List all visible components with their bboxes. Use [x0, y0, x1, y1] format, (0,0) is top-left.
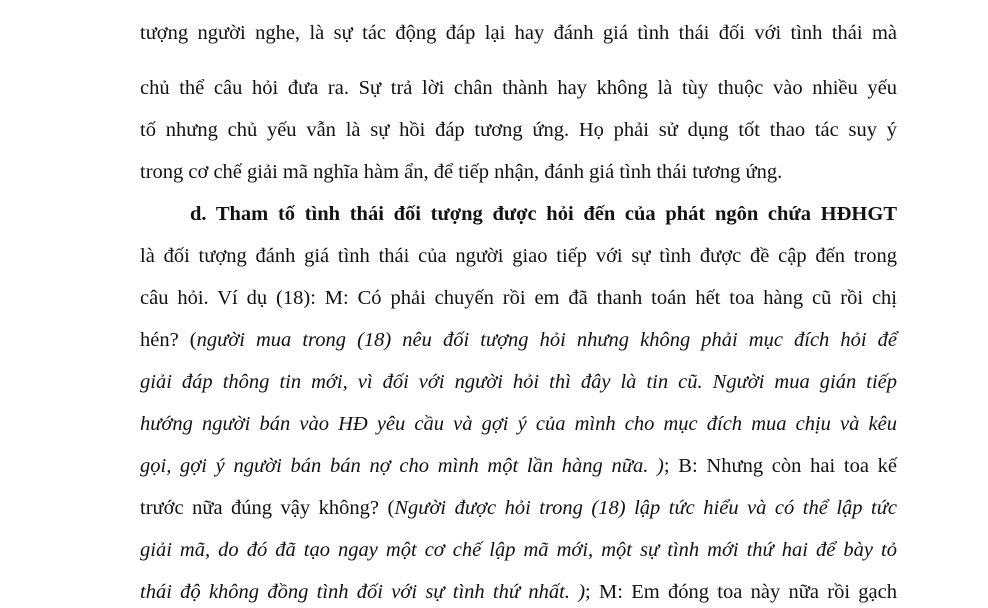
- text-segment: tượng người nghe, là sự tác động đáp lại hay đánh giá tình thái đối với tình thái mà: [140, 22, 897, 44]
- text-segment: là đối tượng đánh giá tình thái của người giao tiếp với sự tình được đề cập đến trong: [140, 245, 897, 267]
- text-segment: ; B: Nhưng còn hai toa kế: [663, 455, 897, 477]
- paragraph-line: [140, 327, 897, 353]
- section-heading: [190, 201, 897, 227]
- italic-segment: giải đáp thông tin mới, vì đối với người hỏi thì đây là tin cũ. Người mua gián tiếp: [140, 371, 897, 393]
- paragraph-line: [140, 75, 897, 101]
- heading-text: d. Tham tố tình thái đối tượng được hỏi đến của phát ngôn chứa HĐHGT: [190, 203, 897, 225]
- paragraph-line: [140, 20, 897, 46]
- italic-segment: giải mã, do đó đã tạo ngay một cơ chế lập mã mới, một sự tình mới thứ hai để bày tỏ: [140, 539, 897, 561]
- text-segment: trước nữa đúng vậy không? (: [140, 497, 395, 519]
- italic-segment: hướng người bán vào HĐ yêu cầu và gợi ý của mình cho mục đích mua chịu và kêu: [140, 413, 897, 435]
- paragraph-line: [140, 285, 897, 311]
- paragraph-line: [140, 117, 897, 143]
- text-segment: tố nhưng chủ yếu vẫn là sự hồi đáp tương ứng. Họ phải sử dụng tốt thao tác suy ý: [140, 119, 897, 141]
- text-segment: trong cơ chế giải mã nghĩa hàm ẩn, để tiếp nhận, đánh giá tình thái tương ứng.: [140, 161, 783, 183]
- italic-segment: Người được hỏi trong (18) lập tức hiểu và có thể lập tức: [394, 497, 897, 519]
- italic-segment: thái độ không đồng tình đối với sự tình thứ nhất. ): [140, 581, 586, 603]
- paragraph-line: [140, 453, 897, 479]
- italic-segment: người mua trong (18) nêu đối tượng hỏi nhưng không phải mục đích hỏi để: [196, 329, 897, 351]
- text-segment: ; M: Em đóng toa này nữa rồi gạch: [585, 581, 897, 603]
- cut-off-previous-line: [140, 0, 897, 4]
- text-segment: câu hỏi. Ví dụ (18): M: Có phải chuyến rồi em đã thanh toán hết toa hàng cũ rồi chị: [140, 287, 897, 309]
- paragraph-line: [140, 159, 897, 185]
- paragraph-line: [140, 495, 897, 521]
- paragraph-line: [140, 579, 897, 605]
- paragraph-line: [140, 537, 897, 563]
- text-segment: hén? (: [140, 329, 197, 351]
- paragraph-line: [140, 369, 897, 395]
- paragraph-line: [140, 411, 897, 437]
- text-segment: chủ thể câu hỏi đưa ra. Sự trả lời chân thành hay không là tùy thuộc vào nhiều yếu: [140, 77, 897, 99]
- italic-segment: gọi, gợi ý người bán bán nợ cho mình một lần hàng nữa. ): [140, 455, 664, 477]
- paragraph-line: [140, 243, 897, 269]
